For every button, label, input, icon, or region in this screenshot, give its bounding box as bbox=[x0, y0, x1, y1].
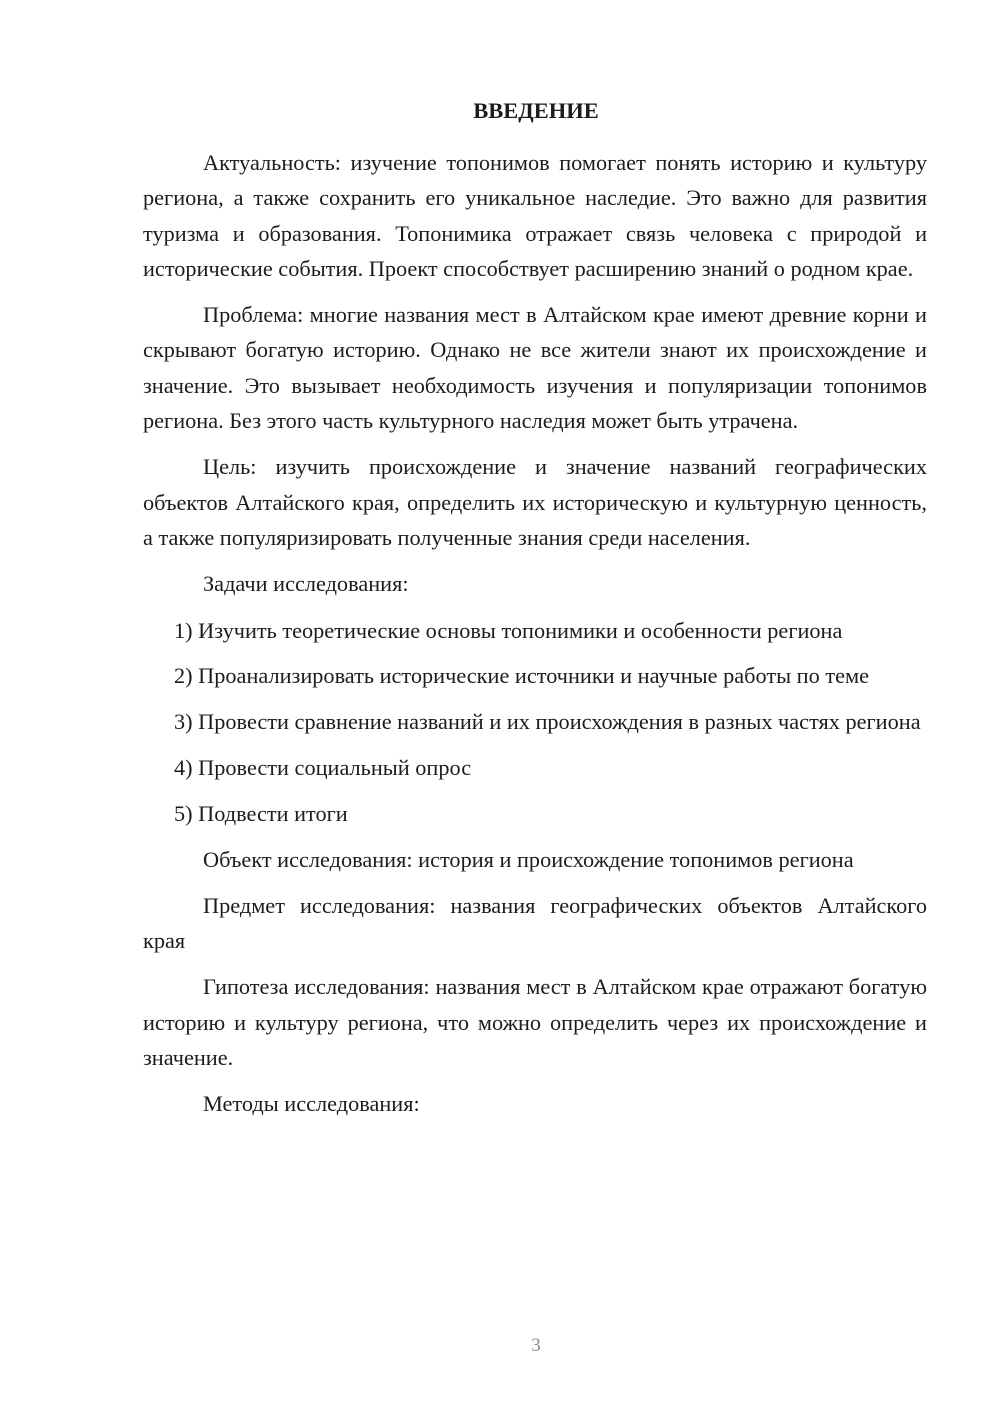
relevance-paragraph: Актуальность: изучение топонимов помогает понять историю и культуру региона, а также сохранить его уникальное наследие. Это важно для развития туризма и образования. Топонимика отражает связь человека с природой и исторические события. Проект способствует расширению знаний о родном крае. bbox=[143, 150, 927, 281]
methods-heading: Методы исследования: bbox=[203, 1091, 420, 1117]
task-item-3: 3) Провести сравнение названий и их происхождения в разных частях региона bbox=[174, 709, 921, 735]
task-item-4: 4) Провести социальный опрос bbox=[174, 754, 472, 780]
task-item-2: 2) Проанализировать исторические источники и научные работы по теме bbox=[174, 663, 869, 689]
hypothesis-paragraph: Гипотеза исследования: названия мест в Алтайском крае отражают богатую историю и культуру региона, что можно определить через их происхождение и значение. bbox=[143, 974, 927, 1071]
page-number: 3 bbox=[531, 1335, 541, 1356]
goal-paragraph: Цель: изучить происхождение и значение названий географических объектов Алтайского края, определить их историческую и культурную ценность, а также популяризировать полученные знания среди населения. bbox=[143, 454, 927, 550]
tasks-heading: Задачи исследования: bbox=[203, 571, 409, 597]
problem-paragraph: Проблема: многие названия мест в Алтайском крае имеют древние корни и скрывают богатую историю. Однако не все жители знают их происхождение и значение. Это вызывает необходимость изучения и популяризации топонимов региона. Без этого часть культурного наследия может быть утрачена. bbox=[143, 302, 927, 434]
document-body bbox=[143, 145, 927, 1122]
object-paragraph: Объект исследования: история и происхождение топонимов региона bbox=[203, 846, 854, 872]
task-item-5: 5) Подвести итоги bbox=[174, 800, 348, 826]
task-item-1: 1) Изучить теоретические основы топонимики и особенности региона bbox=[174, 617, 843, 643]
section-title: ВВЕДЕНИЕ bbox=[473, 98, 599, 123]
subject-paragraph: Предмет исследования: названия географических объектов Алтайского края bbox=[143, 892, 927, 954]
